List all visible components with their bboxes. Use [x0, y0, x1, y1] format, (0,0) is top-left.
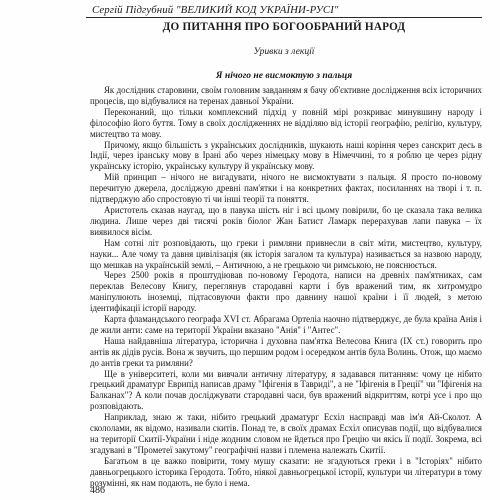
body-paragraph: Багатьом в це важко повірити, тому мушу сказати: не згадуються греки і в "Історіях" нібито давньогрецького історика Геродота. Тобто, ніякої давньогрецької історії, культури чи літератури в тому розумінні, як нам подають, не було і нема.	[90, 455, 482, 488]
body-paragraph: Наша найдавніша література, історична і духовна пам'ятка Велесова Книга (IX ст.) говорить про антів як дідів русів. Вона ж звучить, що першим родом і осередком антів була Волинь. Отож, що маємо до антів греки та римляни?	[90, 335, 482, 368]
body-paragraph: Наприклад, знаю ж таки, нібито грецький драматург Есхіл насправді мав ім'я Ай-Сколот. А скололами, як відомо, називали скитів. Понад те, в своїх драмах Есхіл описував події, що відбувалися на території Скитії-України і ніде жодним словом не йдеться про Грецію чи якісь її події. Зокрема, всі згадувані в "Прометеї закутому" географічні назви і племена належать Скитії.	[90, 412, 482, 455]
page-number: 486	[90, 485, 105, 496]
article-subtitle: Уривки з лекції	[253, 46, 315, 57]
body-paragraph: Через 2500 років я проштудіював по-новому Геродота, написи на древніх пам'ятниках, сам переклав Велесову Книгу, переглянув стародавні карти і був вражений тим, як хитромудро маніпулюють іноземці, підтасовуючи факти про давнину нашої країни і її людей, з метою ідентифікації історії народу.	[90, 270, 482, 314]
header-rule	[86, 17, 482, 18]
running-header	[86, 3, 482, 18]
body-paragraph: Мій принцип – нічого не вигадувати, нічого не висмоктувати з пальця. Я просто по-новому перечитую джерела, досліджую древні пам'ятки і на конкретних фактах, посиланнях на творі і т. п. підтверджую або спростовую ті чи інші теорії та поняття.	[90, 172, 482, 205]
body-paragraph: Карта фламандського географа XVI ст. Абрагама Ортеліа наочно підтверджує, де була країна Анія і де жили анти: саме на території України вказано "Анія" і "Антес".	[90, 314, 482, 335]
body-paragraph: Причому, якщо більшість з українських дослідників, шукають наші коріння через санскрит десь в Індії, через іранську мову в Ірані або через німецьку мову в Німеччині, то я роблю це через рідну українську історію, українську культуру й українську мову.	[90, 139, 482, 172]
body-paragraph: Як дослідник старовини, своїм головним завданням я бачу об'єктивне дослідження всіх історичних процесів, що відбувалися на теренах давньої України.	[90, 85, 482, 106]
body-paragraph: Переконаний, що тільки комплексний підхід у повній мірі розкриває минувшину народу і філософію його буття. Тому в своїх дослідженнях не відділяю від історії географію, релігію, культуру, мистецтво та мову.	[90, 106, 482, 139]
running-header-text: Сергій Підгубний "ВЕЛИКИЙ КОД УКРАЇНИ-РУСІ"	[92, 4, 339, 16]
article-body	[90, 85, 482, 489]
body-paragraph: Аристотель сказав наугад, що в павука шість ніг і всі цьому повірили, бо це сказала така велика людина. Лише через дві тисячі років біолог Жан Батист Ламарк перерахував лапи павука – їх виявилося вісім.	[90, 204, 482, 237]
section-heading: Я нічого не висмоктую з пальця	[215, 70, 353, 81]
body-paragraph: Нам сотні літ розповідають, що греки і римляни привнесли в світ міти, мистецтво, культуру, науки... Але чому та давня цивілізація (як історія загалом та культура) називається за назвою народу, що мешкав на українській землі, – Античною, а не грецькою чи римською, не пояснюється.	[90, 237, 482, 270]
body-paragraph: Ще в університеті, коли ми вивчали античну літературу, я задавався питанням: чому це нібито грецький драматург Еврипід написав драму "Іфігенія в Тавриді", а не "Іфігенія в Греції" чи "Іфігенія на Балканах"? А коли почав досліджувати стародавні часи, був вражений відкриттям, котрі усе і про що розповідають.	[90, 368, 482, 412]
article-title: ДО ПИТАННЯ ПРО БОГООБРАНИЙ НАРОД	[162, 21, 406, 33]
